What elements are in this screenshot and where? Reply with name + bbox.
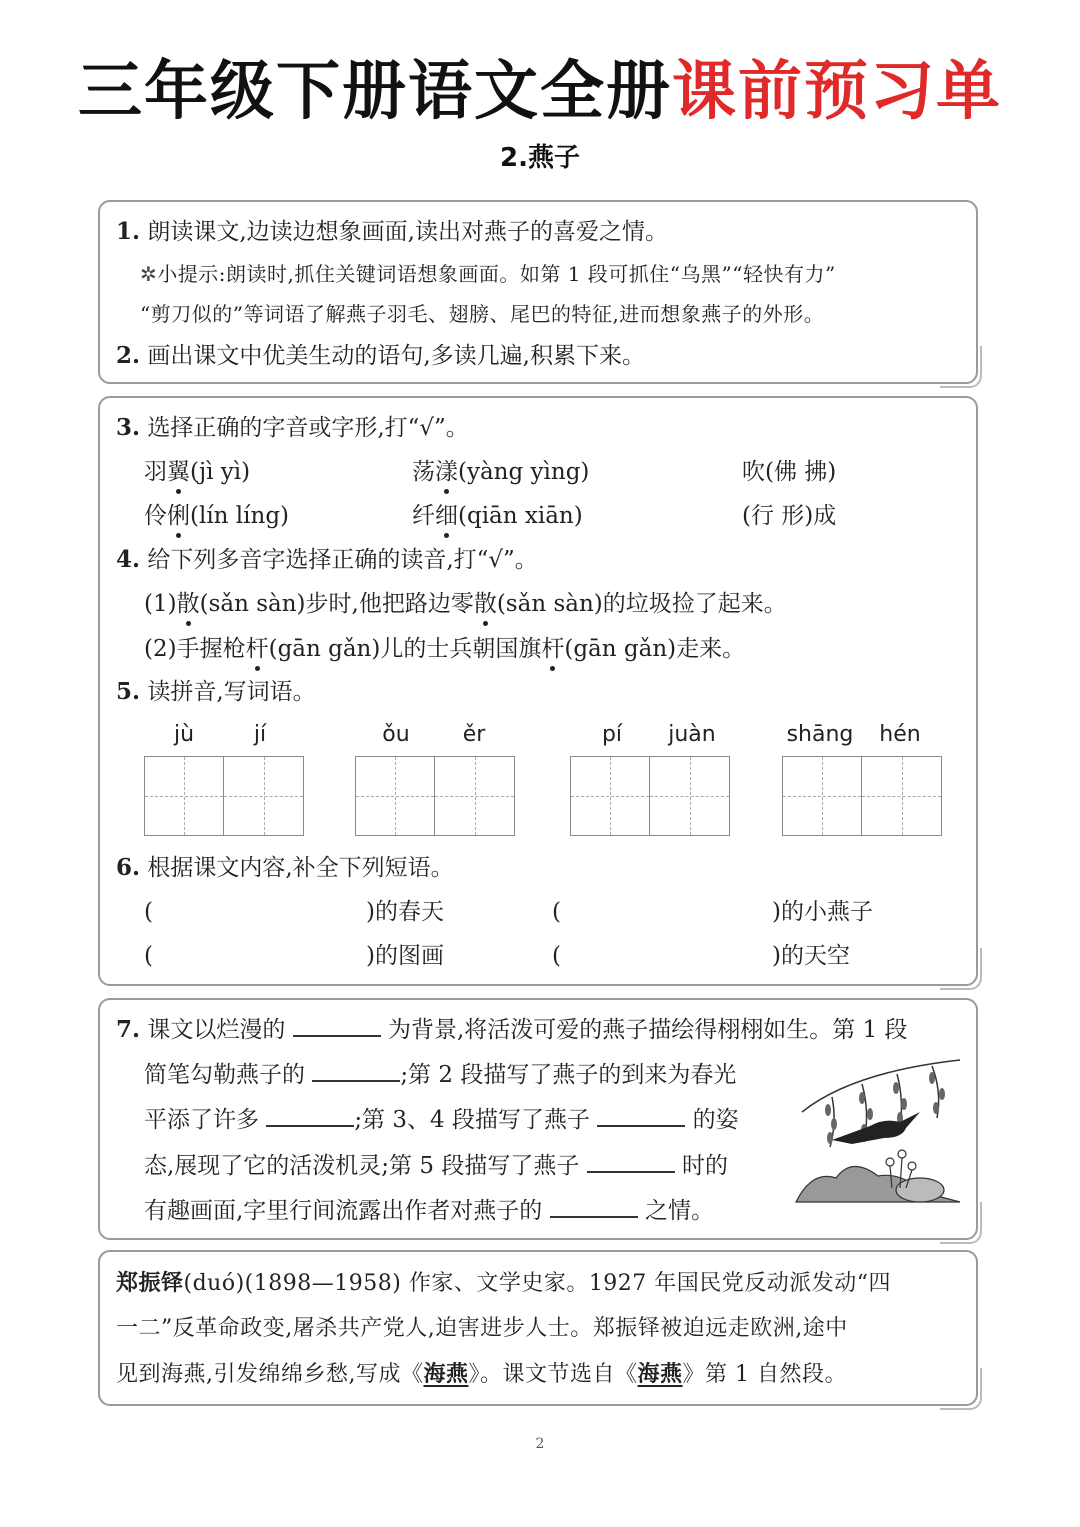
grid-cell[interactable]	[650, 757, 729, 835]
answer-blank[interactable]	[597, 1105, 685, 1127]
answer-blank[interactable]	[312, 1060, 400, 1082]
writing-grid-3[interactable]	[570, 756, 730, 836]
pinyin-1: jù	[173, 722, 195, 747]
question-6: 6. 根据课文内容,补全下列短语。	[116, 854, 454, 881]
tip-line-1: ✲小提示:朗读时,抓住关键词语想象画面。如第 1 段可抓住“乌黑”“轻快有力”	[140, 262, 836, 286]
lesson-title: 2.燕子	[500, 143, 580, 173]
question-7-line-3: 平添了许多 ;第 3、4 段描写了燕子 的姿	[144, 1107, 739, 1133]
question-2: 2. 画出课文中优美生动的语句,多读几遍,积累下来。	[116, 342, 645, 369]
question-7-line-4: 态,展现了它的活泼机灵;第 5 段描写了燕子 时的	[144, 1153, 728, 1179]
q6-open-4: (	[552, 943, 561, 969]
page-title	[0, 52, 1080, 132]
pinyin-7: shāng	[786, 722, 854, 747]
question-7-line-1: 7. 课文以烂漫的 为背景,将活泼可爱的燕子描绘得栩栩如生。第 1 段	[116, 1016, 908, 1043]
question-7-line-5: 有趣画面,字里行间流露出作者对燕子的 之情。	[144, 1198, 714, 1224]
answer-blank[interactable]	[293, 1015, 381, 1037]
author-bio-line-3: 见到海燕,引发绵绵乡愁,写成《海燕》。课文节选自《海燕》第 1 自然段。	[116, 1361, 848, 1387]
question-4: 4. 给下列多音字选择正确的读音,打“√”。	[116, 546, 538, 573]
q3-item-6: (行 形)成	[742, 503, 837, 529]
pinyin-8: hén	[879, 722, 921, 747]
answer-blank[interactable]	[587, 1151, 675, 1173]
q6-close-4: )的天空	[772, 943, 850, 969]
q3-item-2: 荡漾(yàng yìng)	[412, 456, 589, 488]
author-bio-line-1: 郑振铎(duó)(1898—1958) 作家、文学史家。1927 年国民党反动派发动“四	[116, 1271, 892, 1296]
title-main: 三年级下册语文全册	[78, 55, 672, 129]
swallow-illustration	[792, 1052, 964, 1208]
pinyin-6: juàn	[668, 722, 716, 747]
q3-item-4: 伶俐(lín líng)	[144, 500, 289, 532]
answer-blank[interactable]	[550, 1196, 638, 1218]
pinyin-4: ěr	[462, 722, 486, 747]
pinyin-2: jí	[253, 722, 267, 747]
grid-cell[interactable]	[145, 757, 224, 835]
writing-grid-1[interactable]	[144, 756, 304, 836]
pinyin-3: ǒu	[382, 722, 410, 747]
asterisk-icon: ✲	[140, 262, 158, 286]
q4-line-1: (1)散(sǎn sàn)步时,他把路边零散(sǎn sàn)的垃圾捡了起来。	[144, 588, 787, 620]
q3-item-5: 纤细(qiān xiān)	[412, 500, 583, 532]
q4-line-2: (2)手握枪杆(gān gǎn)儿的士兵朝国旗杆(gān gǎn)走来。	[144, 633, 745, 665]
question-3: 3. 选择正确的字音或字形,打“√”。	[116, 414, 469, 441]
answer-blank[interactable]	[266, 1105, 354, 1127]
tip-line-2: “剪刀似的”等词语了解燕子羽毛、翅膀、尾巴的特征,进而想象燕子的外形。	[140, 302, 825, 326]
q6-close-1: )的春天	[366, 899, 444, 925]
question-5: 5. 读拼音,写词语。	[116, 678, 316, 705]
q6-open-3: (	[144, 943, 153, 969]
question-7-line-2: 简笔勾勒燕子的 ;第 2 段描写了燕子的到来为春光	[144, 1062, 737, 1088]
page-number: 2	[535, 1436, 545, 1452]
grid-cell[interactable]	[356, 757, 435, 835]
grid-cell[interactable]	[224, 757, 303, 835]
question-1: 1. 朗读课文,边读边想象画面,读出对燕子的喜爱之情。	[116, 218, 668, 245]
q3-item-3: 吹(佛 拂)	[742, 459, 837, 485]
q6-close-2: )的小燕子	[772, 899, 873, 925]
pinyin-5: pí	[601, 722, 623, 747]
author-bio-line-2: 一二”反革命政变,屠杀共产党人,迫害进步人士。郑振铎被迫远走欧洲,途中	[116, 1316, 848, 1341]
q6-open-2: (	[552, 899, 561, 925]
grid-cell[interactable]	[571, 757, 650, 835]
q6-open-1: (	[144, 899, 153, 925]
grid-cell[interactable]	[435, 757, 514, 835]
q3-item-1: 羽翼(jì yì)	[144, 456, 250, 488]
grid-cell[interactable]	[783, 757, 862, 835]
writing-grid-4[interactable]	[782, 756, 942, 836]
q6-close-3: )的图画	[366, 943, 444, 969]
grid-cell[interactable]	[862, 757, 941, 835]
writing-grid-2[interactable]	[355, 756, 515, 836]
title-highlight: 课前预习单	[672, 55, 1002, 129]
